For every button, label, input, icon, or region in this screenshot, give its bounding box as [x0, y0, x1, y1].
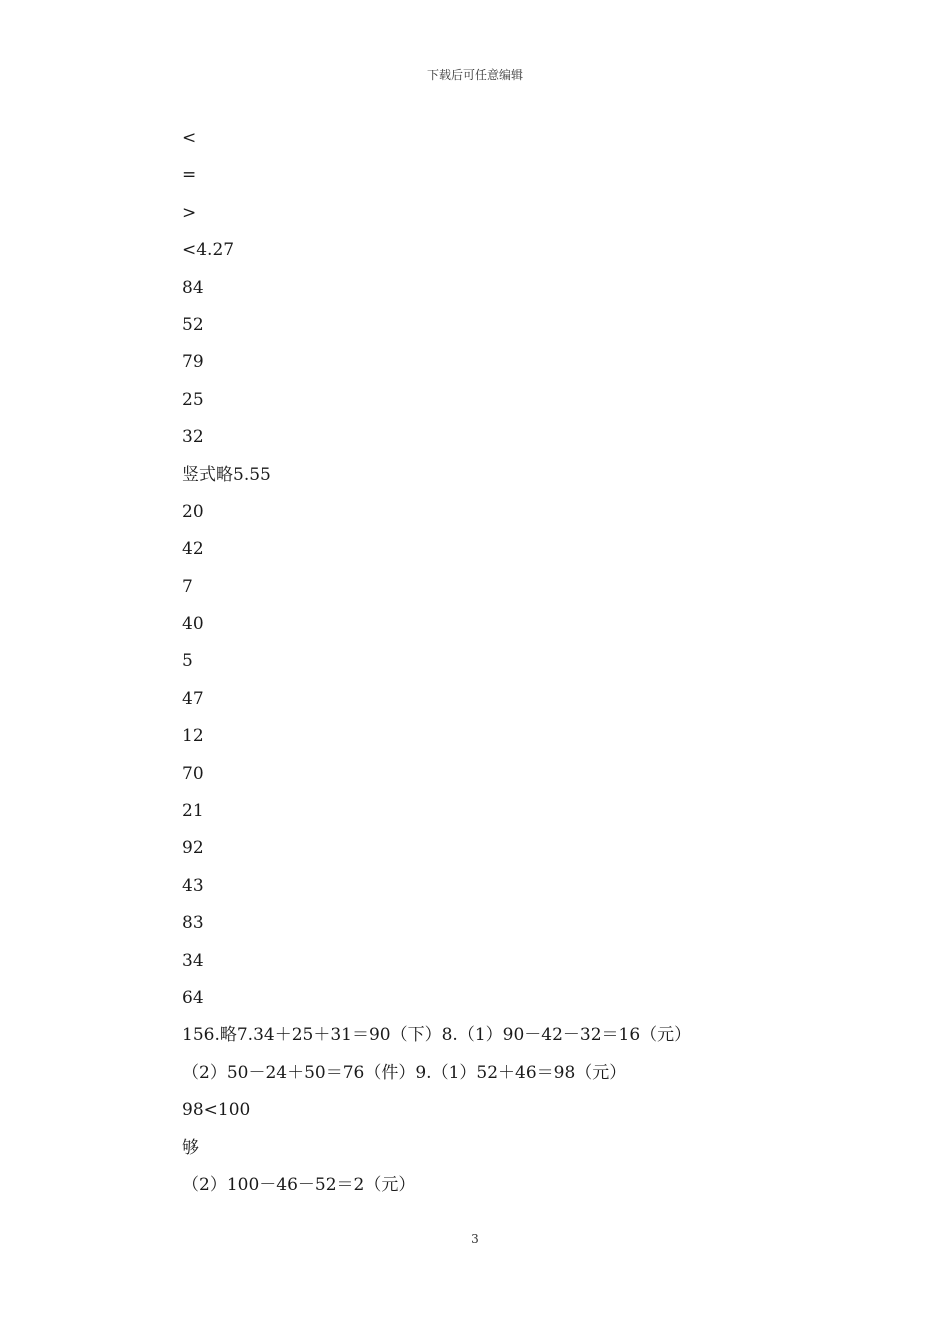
text-line: 25 — [182, 389, 204, 410]
text-line: 70 — [182, 763, 204, 784]
page-number: 3 — [471, 1232, 479, 1246]
text-line: > — [182, 202, 197, 223]
text-line: 竖式略5.55 — [182, 464, 271, 485]
text-line: 83 — [182, 913, 204, 934]
text-line: 156.略7.34＋25＋31＝90（下）8.（1）90－42－32＝16（元） — [182, 1025, 692, 1046]
text-line: 47 — [182, 688, 204, 709]
text-line: （2）100－46－52＝2（元） — [182, 1174, 416, 1195]
text-line: 84 — [182, 277, 204, 298]
text-line: 20 — [182, 501, 204, 522]
text-line: 7 — [182, 576, 193, 597]
text-line: （2）50－24＋50＝76（件）9.（1）52＋46＝98（元） — [182, 1062, 627, 1083]
text-line: 92 — [182, 838, 204, 859]
text-line: <4.27 — [182, 240, 235, 261]
text-line: 12 — [182, 726, 204, 747]
text-line: 32 — [182, 427, 204, 448]
document-body — [182, 125, 822, 1209]
text-line: 5 — [182, 651, 193, 672]
text-line: 40 — [182, 614, 204, 635]
text-line: 21 — [182, 801, 204, 822]
text-line: 79 — [182, 352, 204, 373]
text-line: < — [182, 128, 197, 148]
page-header: 下载后可任意编辑 — [426, 68, 523, 82]
text-line: 34 — [182, 950, 204, 971]
text-line: 够 — [182, 1137, 199, 1158]
text-line: 52 — [182, 314, 204, 335]
text-line: 42 — [182, 539, 204, 560]
text-line: = — [182, 165, 197, 186]
text-line: 98<100 — [182, 1100, 251, 1121]
text-line: 64 — [182, 987, 204, 1008]
text-line: 43 — [182, 875, 204, 896]
